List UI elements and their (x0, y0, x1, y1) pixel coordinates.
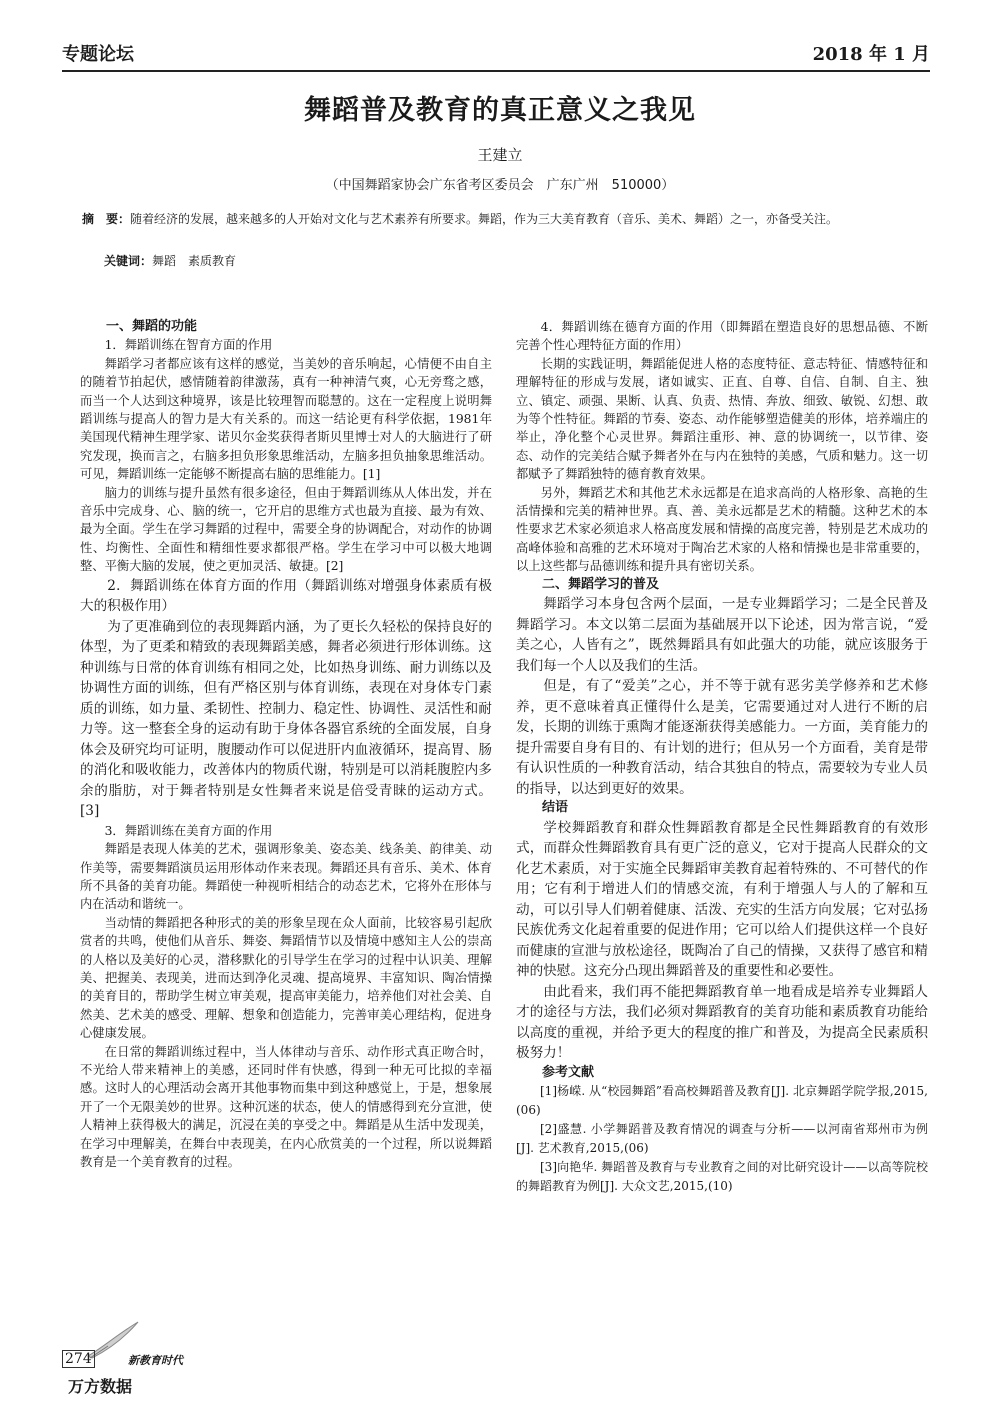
paragraph: 由此看来，我们再不能把舞蹈教育单一地看成是培养专业舞蹈人才的途径与方法，我们必须对舞蹈教育的美育功能和素质教育功能给以高度的重视，并给予更大的程度的推广和普及，为提高全民素质积极努力！ (516, 983, 928, 1061)
page-number: 274 (62, 1350, 95, 1368)
subsection-heading-2: 2．舞蹈训练在体育方面的作用（舞蹈训练对增强身体素质有极大的积极作用） (80, 577, 492, 615)
section-label: 专题论坛 (62, 44, 134, 65)
paragraph: 但是，有了“爱美”之心，并不等于就有恶劣美学修养和艺术修养，更不意味着真正懂得什么是美，它需要通过对人进行不断的启发，长期的训练于熏陶才能逐渐获得美感能力。一方面，美育能力的提升需要自身有目的、有计划的进行；但从另一个方面看，美育是带有认识性质的一种教育活动，结合其独自的特点，需要较为专业人员的指导，以达到更好的效果。 (516, 678, 928, 797)
paragraph: 舞蹈是表现人体美的艺术，强调形象美、姿态美、线条美、韵律美、动作美等，需要舞蹈演员运用形体动作来表现。舞蹈还具有音乐、美术、体育所不具备的美育功能。舞蹈使一种视听相结合的动态艺术，它将外在形体与内在活动和谐统一。 (80, 842, 492, 912)
keywords-text: 舞蹈 素质教育 (152, 254, 237, 268)
references-heading: 参考文献 (542, 1064, 595, 1080)
source-watermark: 万方数据 (68, 1377, 133, 1396)
reference-item: [2]盛慧. 小学舞蹈普及教育情况的调查与分析——以河南省郑州市为例[J]. 艺术教育,2015,(06) (516, 1121, 928, 1155)
reference-item: [3]向艳华. 舞蹈普及教育与专业教育之间的对比研究设计——以高等院校的舞蹈教育为例[J]. 大众文艺,2015,(10) (516, 1159, 928, 1193)
paragraph: 学校舞蹈教育和群众性舞蹈教育都是全民性舞蹈教育的有效形式，而群众性舞蹈教育具有更广泛的意义，它对于提高人民群众的文化艺术素质，对于实施全民舞蹈审美教育起着特殊的、不可替代的作用；它有利于增进人们的情感交流，有利于增强人与人的了解和互动，可以引导人们朝着健康、活泼、充实的生活方向发展；它对弘扬民族优秀文化起着重要的促进作用；它可以给人们提供这样一个良好而健康的宣泄与放松途径，既陶冶了自己的情操，又获得了感官和精神的快慰。这充分凸现出舞蹈普及的重要性和必要性。 (516, 819, 928, 979)
paragraph: 为了更准确到位的表现舞蹈内涵，为了更长久轻松的保持良好的体型，为了更柔和精致的表现舞蹈美感，舞者必须进行形体训练。这种训练与日常的体育训练有相同之处，比如热身训练、耐力训练以及协调性方面的训练，但有严格区别与体育训练，表现在对身体专门素质的训练，如力量、柔韧性、控制力、稳定性、协调性、灵活性和耐力等。这一整套全身的运动有助于身体各器官系统的全面发展，自身体会及研究均可证明，腹腰动作可以促进肝内血液循环，提高胃、肠的消化和吸收能力，改善体内的物质代谢，特别是可以消耗腹腔内多余的脂肪，对于舞者特别是女性舞者来说是倍受青睐的运动方式。[3] (80, 618, 492, 820)
right-column (516, 318, 928, 1196)
left-column (80, 318, 492, 1171)
subsection-heading-3: 3．舞蹈训练在美育方面的作用 (104, 823, 273, 838)
section-heading-1: 一、舞蹈的功能 (106, 319, 198, 334)
paragraph: 舞蹈学习者都应该有这样的感觉，当美妙的音乐响起，心情便不由自主的随着节拍起伏，感情随着韵律激荡，真有一种神清气爽，心无旁骛之感，而当一个人达到这种境界，该是比较理智而聪慧的。这在一定程度上说明舞蹈训练与提高人的智力是大有关系的。而这一结论更有科学依据，1981年美国现代精神生理学家、诺贝尔金奖获得者斯贝里博士对人的大脑进行了研究发现，换而言之，右脑多担负形象思维活动，左脑多担负抽象思维活动。可见，舞蹈训练一定能够不断提高右脑的思维能力。[1] (80, 356, 492, 482)
paragraph: 另外，舞蹈艺术和其他艺术永远都是在追求高尚的人格形象、高艳的生活情操和完美的精神世界。真、善、美永远都是艺术的精髓。这种艺术的本性要求艺术家必须追求人格高度发展和情操的高度完善，特别是艺术成功的高峰体验和高雅的艺术环境对于陶冶艺术家的人格和情操也是非常重要的，以上这些都与品德训练和提升具有密切关系。 (516, 485, 928, 574)
abstract (82, 210, 910, 229)
abstract-label: 摘 要： (82, 212, 131, 226)
keywords (104, 252, 910, 271)
author-affiliation: （中国舞蹈家协会广东省考区委员会 广东广州 510000） (325, 178, 675, 193)
reference-item: [1]杨嵘. 从“校园舞蹈”看高校舞蹈普及教育[J]. 北京舞蹈学院学报,2015,(06) (516, 1083, 928, 1117)
keywords-label: 关键词： (104, 254, 153, 268)
issue-date: 2018 年 1 月 (812, 44, 930, 65)
paragraph: 在日常的舞蹈训练过程中，当人体律动与音乐、动作形式真正吻合时，不光给人带来精神上的美感，还同时伴有快感，得到一种无可比拟的幸福感。这时人的心理活动会离开其他事物而集中到这种感觉上，于是，想象展开了一个无限美妙的世界。这种沉迷的状态，使人的情感得到充分宣泄，使人精神上获得极大的满足，沉浸在美的享受之中。舞蹈是从生活中发现美，在学习中理解美，在舞台中表现美，在内心欣赏美的一个过程，所以说舞蹈教育是一个美育教育的过程。 (80, 1044, 492, 1169)
paragraph: 舞蹈学习本身包含两个层面，一是专业舞蹈学习；二是全民普及舞蹈学习。本文以第二层面为基础展开以下论述，因为常言说，“爱美之心，人皆有之”，既然舞蹈具有如此强大的功能，就应该服务于我们每一个人以及我们的生活。 (516, 596, 928, 674)
subsection-heading-1: 1．舞蹈训练在智育方面的作用 (104, 338, 273, 353)
running-header (62, 40, 930, 80)
paragraph: 脑力的训练与提升虽然有很多途径，但由于舞蹈训练从人体出发，并在音乐中完成身、心、脑的统一，它开启的思维方式也最为直接、最为有效、最为全面。学生在学习舞蹈的过程中，需要全身的协调配合，对动作的协调性、均衡性、全面性和精细性要求都很严格。学生在学习中可以极大地调整、平衡大脑的发展，使之更加灵活、敏捷。[2] (80, 485, 492, 574)
header-rule (62, 70, 930, 72)
magazine-name: 新教育时代 (128, 1354, 183, 1367)
paragraph: 长期的实践证明，舞蹈能促进人格的态度特征、意志特征、情感特征和理解特征的形成与发展，诸如诚实、正直、自尊、自信、自制、自主、独立、镇定、顽强、果断、认真、负责、热情、奔放、细致、敏锐、幻想、敢为等个性特征。舞蹈的节奏、姿态、动作能够塑造健美的形体，培养端庄的举止，净化整个心灵世界。舞蹈注重形、神、意的协调统一，以节律、姿态、动作的完美结合赋予舞者外在与内在独特的美感，气质和魅力。这一切都赋予了舞蹈独特的德育教育效果。 (516, 356, 928, 482)
abstract-text: 随着经济的发展，越来越多的人开始对文化与艺术素养有所要求。舞蹈，作为三大美育教育（音乐、美术、舞蹈）之一，亦备受关注。 (130, 212, 839, 226)
section-heading-2: 二、舞蹈学习的普及 (542, 576, 660, 592)
subsection-heading-4: 4．舞蹈训练在德育方面的作用（即舞蹈在塑造良好的思想品德、不断完善个性心理特征方面的作用） (516, 320, 928, 353)
author-name: 王建立 (477, 146, 523, 164)
article-title: 舞蹈普及教育的真正意义之我见 (304, 95, 696, 126)
paragraph: 当动情的舞蹈把各种形式的美的形象呈现在众人面前，比较容易引起欣赏者的共鸣，使他们从音乐、舞姿、舞蹈情节以及情境中感知主人公的崇高的人格以及美好的心灵，潜移默化的引导学生在学习的过程中认识美、理解美、把握美、表现美，进而达到净化灵魂、提高境界、丰富知识、陶冶情操的美育目的，帮助学生树立审美观，提高审美能力，培养他们对社会美、自然美、艺术美的感受、理解、想象和创造能力，完善审美心理结构，促进身心健康发展。 (80, 915, 492, 1041)
conclusion-heading: 结语 (542, 800, 569, 816)
